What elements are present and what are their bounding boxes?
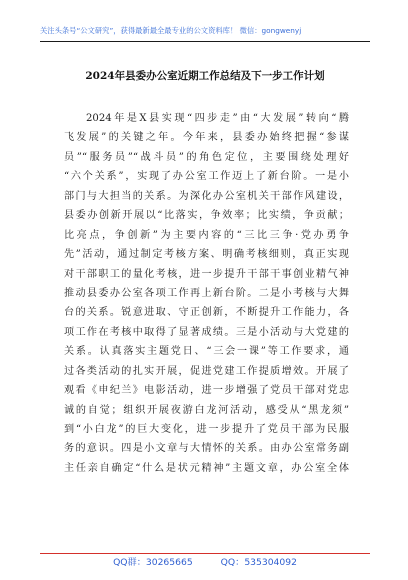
document-body <box>64 109 349 478</box>
body-line: 推动县委办公室各项工作再上新台阶。二是小考核与大舞 <box>64 287 349 299</box>
body-line: 务的意识。四是小文章与大情怀的关系。由办公室常务副 <box>64 443 349 455</box>
body-line: 员”“服务员”“战斗员”的角色定位，主要围绕处理好 <box>64 151 349 163</box>
body-line: 关系。认真落实主题党日、“三会一课”等工作要求，通 <box>64 346 349 358</box>
body-line: 台的关系。锐意进取、守正创新，不断提升工作能力，各 <box>64 307 349 319</box>
body-line: 飞发展”的关键之年。今年来，县委办始终把握“参谋 <box>64 132 349 144</box>
body-line: 部门与大担当的关系。为深化办公室机关干部作风建设， <box>64 190 349 202</box>
body-line: 县委办创新开展以“比落实，争效率；比实绩，争贡献； <box>64 210 349 222</box>
footer-qq-group: QQ群：30265665 <box>113 557 193 568</box>
body-line: 到“小白龙”的巨大变化，进一步提升了党员干部为民服 <box>64 424 349 435</box>
body-line: 诚的自觉；组织开展夜游白龙河活动，感受从“黑龙须” <box>64 404 349 416</box>
body-line: 观看《申纪兰》电影活动，进一步增强了党员干部对党忠 <box>64 385 349 397</box>
body-line: 过各类活动的扎实开展，促进党建工作提质增效。开展了 <box>64 365 349 377</box>
body-line: 项工作在考核中取得了显著成绩。三是小活动与大党建的 <box>64 326 349 338</box>
document-title: 2024年县委办公室近期工作总结及下一步工作计划 <box>85 70 325 82</box>
header-notice: 关注头条号“公文研究”，获得最新最全最专业的公文资料库！ 微信：gongwenyj <box>40 26 302 35</box>
body-line: “六个关系”，实现了办公室工作迈上了新台阶。一是小 <box>64 171 349 183</box>
footer-qq-number: QQ：535304092 <box>220 557 297 568</box>
body-line: 主任亲自确定“什么是状元精神”主题文章，办公室全体 <box>64 462 349 474</box>
body-line: 比亮点，争创新”为主要内容的“三比三争·党办勇争 <box>64 229 349 241</box>
body-line: 对干部职工的量化考核，进一步提升干部干事创业精气神 <box>64 268 349 280</box>
header-divider <box>40 41 370 42</box>
body-line: 2024年是X县实现“四步走”由“大发展”转向“腾 <box>86 113 349 124</box>
body-line: 先”活动，通过制定考核方案、明确考核细则，真正实现 <box>64 249 349 261</box>
footer-contact <box>40 554 370 568</box>
